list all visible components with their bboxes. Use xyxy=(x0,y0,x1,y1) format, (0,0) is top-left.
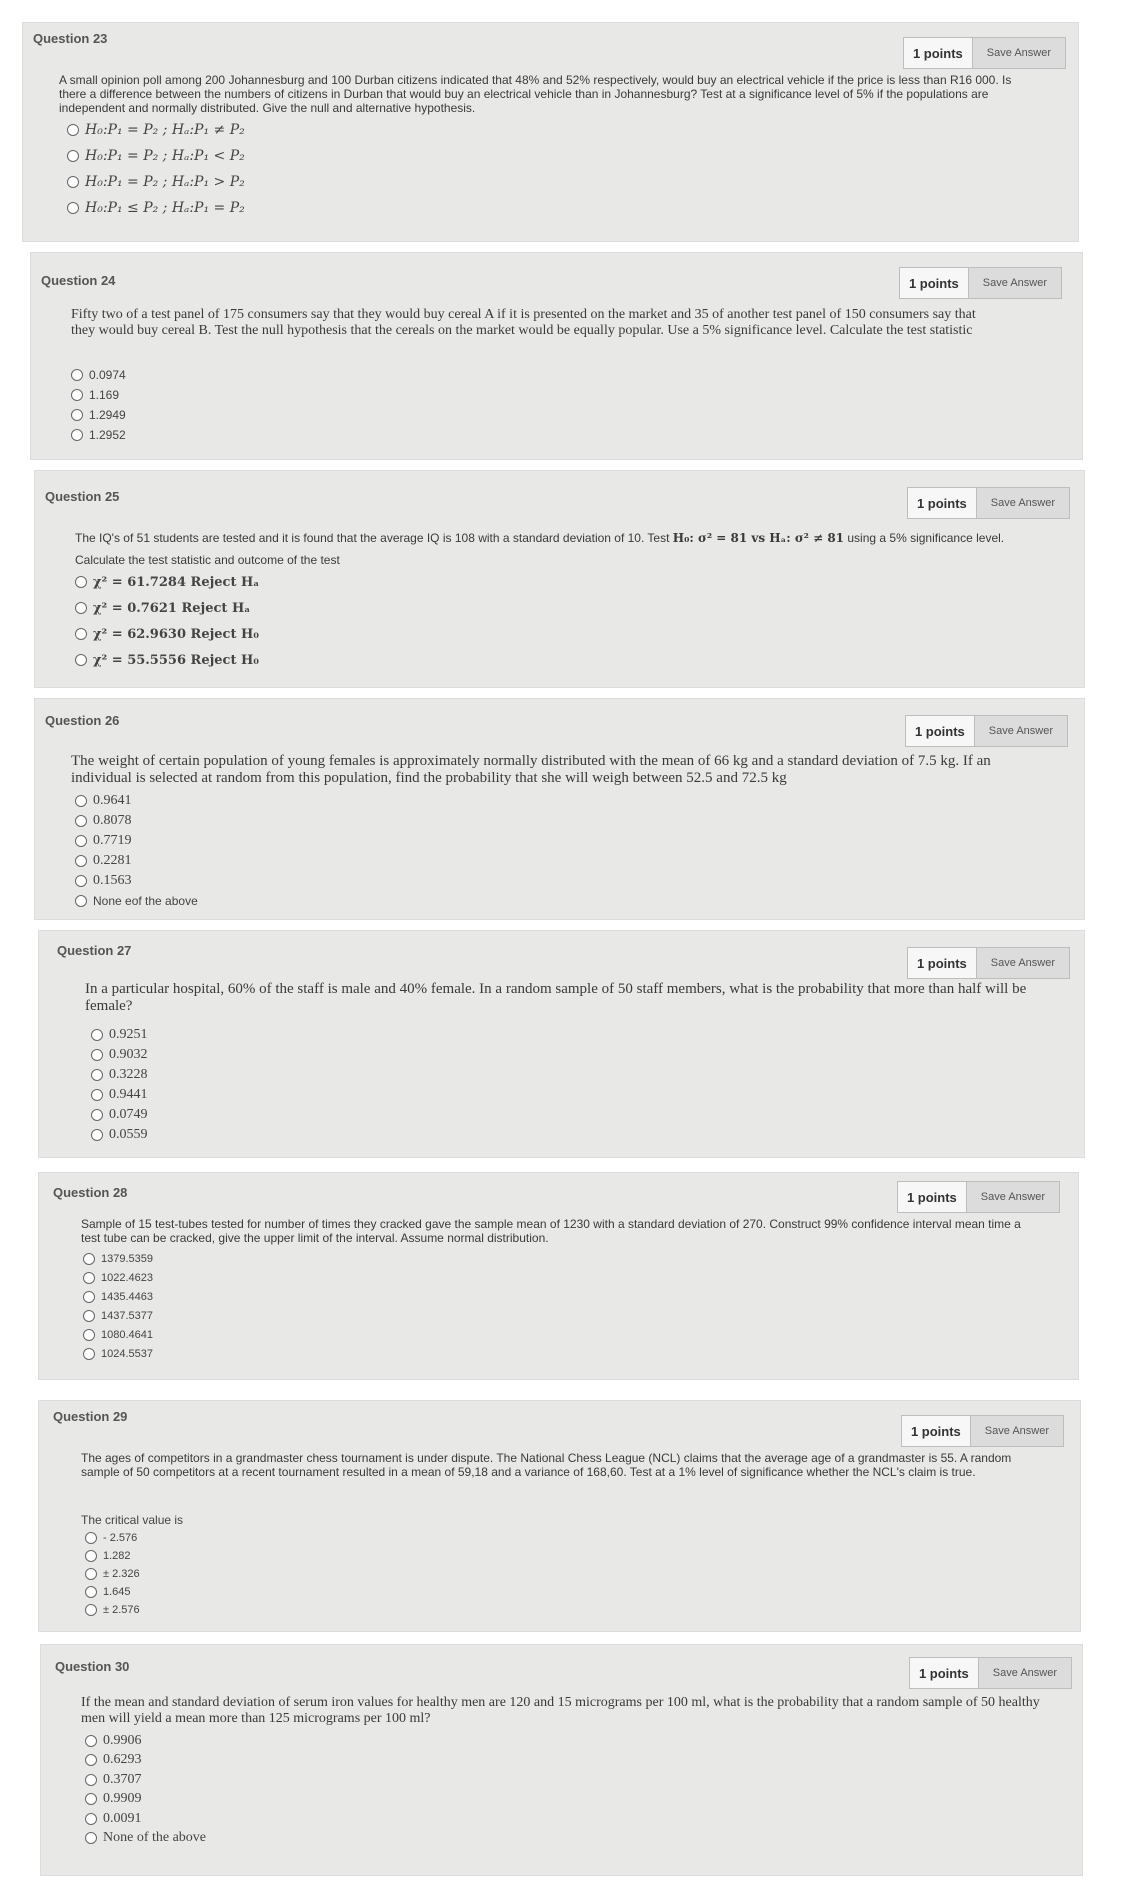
points-box xyxy=(903,37,1066,69)
question-text-part: The IQ's of 51 students are tested and it is found that the average IQ is 108 with a standard deviation of 10. Test xyxy=(75,531,673,545)
radio-button[interactable] xyxy=(85,1813,97,1825)
radio-button[interactable] xyxy=(75,875,87,887)
question-title: Question 28 xyxy=(53,1185,128,1200)
save-answer-button[interactable]: Save Answer xyxy=(976,488,1069,518)
option-label: None eof the above xyxy=(93,894,198,908)
radio-button[interactable] xyxy=(85,1550,97,1562)
radio-button[interactable] xyxy=(71,429,83,441)
radio-button[interactable] xyxy=(85,1735,97,1747)
points-label: 1 points xyxy=(900,268,968,298)
radio-button[interactable] xyxy=(75,815,87,827)
question-28-panel xyxy=(38,1172,1079,1380)
option[interactable] xyxy=(91,1025,148,1045)
option[interactable] xyxy=(91,1085,148,1105)
option-label: 0.9251 xyxy=(109,1027,148,1042)
options-list xyxy=(71,365,126,445)
points-box xyxy=(907,487,1070,519)
option[interactable] xyxy=(85,1829,206,1849)
question-title: Question 24 xyxy=(41,273,116,288)
radio-button[interactable] xyxy=(83,1253,95,1265)
option-label: 1.169 xyxy=(89,388,120,402)
option[interactable] xyxy=(67,117,245,143)
radio-button[interactable] xyxy=(91,1049,103,1061)
question-24-panel xyxy=(30,252,1083,460)
radio-button[interactable] xyxy=(91,1089,103,1101)
option-label: ± 2.576 xyxy=(103,1604,140,1616)
question-title: Question 26 xyxy=(45,713,120,728)
radio-button[interactable] xyxy=(85,1604,97,1616)
option-label: 1.2949 xyxy=(89,408,126,422)
radio-button[interactable] xyxy=(71,369,83,381)
option[interactable] xyxy=(83,1325,153,1344)
question-30-panel xyxy=(40,1644,1083,1876)
question-title: Question 29 xyxy=(53,1409,128,1424)
radio-button[interactable] xyxy=(85,1832,97,1844)
critical-value-label: The critical value is xyxy=(81,1513,184,1527)
radio-button[interactable] xyxy=(75,628,87,640)
option[interactable] xyxy=(83,1268,153,1287)
points-box xyxy=(905,715,1068,747)
question-text: In a particular hospital, 60% of the staff is male and 40% female. In a random sample of 50 staff members, what is the probability that more than half will be female? xyxy=(85,981,1027,1014)
option-label: 0.3707 xyxy=(103,1771,142,1787)
radio-button[interactable] xyxy=(91,1129,103,1141)
option-label: 1080.4641 xyxy=(101,1328,153,1341)
option-label: 0.8078 xyxy=(93,813,132,828)
points-label: 1 points xyxy=(910,1658,978,1688)
option-label: 1.2952 xyxy=(89,428,126,442)
radio-button[interactable] xyxy=(85,1754,97,1766)
radio-button[interactable] xyxy=(91,1029,103,1041)
option[interactable] xyxy=(85,1731,206,1751)
save-answer-button[interactable]: Save Answer xyxy=(968,268,1061,298)
option-label: 0.9906 xyxy=(103,1732,142,1748)
radio-button[interactable] xyxy=(83,1310,95,1322)
points-box xyxy=(897,1181,1060,1213)
radio-button[interactable] xyxy=(85,1532,97,1544)
question-title: Question 23 xyxy=(33,31,108,46)
option[interactable] xyxy=(75,851,198,871)
radio-button[interactable] xyxy=(67,176,79,188)
question-title: Question 25 xyxy=(45,489,120,504)
radio-button[interactable] xyxy=(71,409,83,421)
option[interactable] xyxy=(91,1045,148,1065)
points-box xyxy=(907,947,1070,979)
option[interactable] xyxy=(91,1065,148,1085)
option[interactable] xyxy=(83,1344,153,1363)
option-label: 0.9909 xyxy=(103,1791,142,1807)
question-text: Sample of 15 test-tubes tested for number of times they cracked gave the sample mean of 1230 with a standard deviation of 270. Construct 99% confidence interval mean time a test tube can be cracked, give the upper limit of the interval. Assume normal distribution. xyxy=(81,1217,1021,1245)
option-label: 1379.5359 xyxy=(101,1252,153,1265)
radio-button[interactable] xyxy=(75,795,87,807)
radio-button[interactable] xyxy=(75,576,87,588)
radio-button[interactable] xyxy=(75,855,87,867)
option-label: 0.2281 xyxy=(93,853,132,868)
option[interactable] xyxy=(85,1583,140,1601)
options-list xyxy=(75,569,259,673)
option[interactable] xyxy=(75,569,259,595)
option-label: 1.282 xyxy=(103,1550,131,1562)
option[interactable] xyxy=(85,1601,140,1619)
radio-button[interactable] xyxy=(85,1568,97,1580)
points-box xyxy=(899,267,1062,299)
option[interactable] xyxy=(71,385,126,405)
option-label: 1022.4623 xyxy=(101,1271,153,1284)
points-label: 1 points xyxy=(902,1416,970,1446)
option-label: 1435.4463 xyxy=(101,1290,153,1303)
option[interactable] xyxy=(67,195,245,221)
save-answer-button[interactable]: Save Answer xyxy=(974,716,1067,746)
question-text: If the mean and standard deviation of serum iron values for healthy men are 120 and 15 micrograms per 100 ml, what is the probability that a random sample of 50 healthy men will yield a mean more than 125 micrograms per 100 ml? xyxy=(81,1695,1040,1726)
option[interactable] xyxy=(75,891,198,911)
save-answer-button[interactable]: Save Answer xyxy=(972,38,1065,68)
options-list xyxy=(85,1731,206,1848)
option-label: 0.3228 xyxy=(109,1067,148,1082)
option-label: 0.0749 xyxy=(109,1107,148,1122)
option-label: None of the above xyxy=(103,1830,207,1846)
question-29-panel xyxy=(38,1400,1081,1632)
option[interactable] xyxy=(91,1105,148,1125)
option[interactable] xyxy=(85,1751,206,1771)
option-label: 1437.5377 xyxy=(101,1309,153,1322)
option[interactable] xyxy=(83,1287,153,1306)
options-list xyxy=(83,1249,153,1363)
option[interactable] xyxy=(75,811,198,831)
option[interactable] xyxy=(75,621,259,647)
points-label: 1 points xyxy=(908,488,976,518)
option-label: 0.9441 xyxy=(109,1087,148,1102)
option-label: - 2.576 xyxy=(103,1532,138,1544)
hypothesis: H₀: σ² = 81 vs Hₐ: σ² ≠ 81 xyxy=(672,531,845,545)
points-label: 1 points xyxy=(904,38,972,68)
option-label: ± 2.326 xyxy=(103,1568,140,1580)
options-list xyxy=(75,791,198,911)
option[interactable] xyxy=(67,143,245,169)
option[interactable] xyxy=(83,1249,153,1268)
radio-button[interactable] xyxy=(71,389,83,401)
radio-button[interactable] xyxy=(85,1586,97,1598)
radio-button[interactable] xyxy=(67,124,79,136)
radio-button[interactable] xyxy=(85,1774,97,1786)
radio-button[interactable] xyxy=(67,202,79,214)
option-label: 0.7719 xyxy=(93,833,132,848)
option-label: χ² = 0.7621 Reject Hₐ xyxy=(93,600,251,616)
option-label: H₀:P₁ = P₂ ; Hₐ:P₁ > P₂ xyxy=(85,174,245,190)
question-text: Fifty two of a test panel of 175 consumers say that they would buy cereal A if it is presented on the market and 35 of another test panel of 150 consumers say that they would buy cereal B. Test the null hypothesis that the cereals on the market would be equally popular. Use a 5% significance level. Calculate the test statistic xyxy=(71,307,976,338)
question-text: The weight of certain population of young females is approximately normally distributed with the mean of 66 kg and a standard deviation of 7.5 kg. If an individual is selected at random from this population, find the probability that she will weigh between 52.5 and 72.5 kg xyxy=(71,753,991,786)
points-label: 1 points xyxy=(898,1182,966,1212)
question-title: Question 30 xyxy=(55,1659,130,1674)
option[interactable] xyxy=(85,1770,206,1790)
option-label: H₀:P₁ = P₂ ; Hₐ:P₁ ≠ P₂ xyxy=(85,122,245,138)
question-text xyxy=(75,527,1035,571)
option-label: H₀:P₁ ≤ P₂ ; Hₐ:P₁ = P₂ xyxy=(85,200,245,216)
option[interactable] xyxy=(75,831,198,851)
question-23-panel xyxy=(22,22,1079,242)
option-label: 1.645 xyxy=(103,1586,131,1598)
radio-button[interactable] xyxy=(75,895,87,907)
points-box xyxy=(901,1415,1064,1447)
option[interactable] xyxy=(71,425,126,445)
save-answer-button[interactable]: Save Answer xyxy=(978,1658,1071,1688)
option-label: 0.1563 xyxy=(93,873,132,888)
question-25-panel xyxy=(34,470,1085,688)
question-text: A small opinion poll among 200 Johannesburg and 100 Durban citizens indicated that 48% and 52% respectively, would buy an electrical vehicle if the price is less than R16 000. Is there a difference between the numbers of citizens in Durban that would buy an electrical vehicle than in Johannesburg? Test at a significance level of 5% if the populations are independent and normally distributed. Give the null and alternative hypothesis. xyxy=(59,73,1012,115)
option[interactable] xyxy=(75,871,198,891)
save-answer-button[interactable]: Save Answer xyxy=(966,1182,1059,1212)
options-list xyxy=(91,1025,148,1145)
question-text-part: using a 5% significance level. Calculate the test statistic and outcome of the test xyxy=(75,531,1005,567)
option[interactable] xyxy=(75,647,259,673)
option[interactable] xyxy=(75,595,259,621)
radio-button[interactable] xyxy=(83,1348,95,1360)
option[interactable] xyxy=(71,405,126,425)
points-box xyxy=(909,1657,1072,1689)
save-answer-button[interactable]: Save Answer xyxy=(976,948,1069,978)
option[interactable] xyxy=(83,1306,153,1325)
option-label: 0.9641 xyxy=(93,793,132,808)
option[interactable] xyxy=(85,1809,206,1829)
option-label: 0.0559 xyxy=(109,1127,148,1142)
radio-button[interactable] xyxy=(91,1109,103,1121)
save-answer-button[interactable]: Save Answer xyxy=(970,1416,1063,1446)
option[interactable] xyxy=(85,1529,140,1547)
option-label: 0.0091 xyxy=(103,1810,142,1826)
radio-button[interactable] xyxy=(91,1069,103,1081)
radio-button[interactable] xyxy=(67,150,79,162)
option-label: 0.0974 xyxy=(89,368,126,382)
option[interactable] xyxy=(75,791,198,811)
points-label: 1 points xyxy=(908,948,976,978)
option[interactable] xyxy=(67,169,245,195)
option[interactable] xyxy=(85,1790,206,1810)
question-27-panel xyxy=(38,930,1085,1158)
radio-button[interactable] xyxy=(75,602,87,614)
option-label: H₀:P₁ = P₂ ; Hₐ:P₁ < P₂ xyxy=(85,148,245,164)
option-label: 0.6293 xyxy=(103,1752,142,1768)
question-title: Question 27 xyxy=(57,943,132,958)
option[interactable] xyxy=(91,1125,148,1145)
question-26-panel xyxy=(34,698,1085,920)
question-text: The ages of competitors in a grandmaster chess tournament is under dispute. The National Chess League (NCL) claims that the average age of a grandmaster is 55. A random sample of 50 competitors at a recent tournament resulted in a mean of 59,18 and a variance of 168,60. Test at a 1% level of significance whether the NCL's claim is true. xyxy=(81,1451,1012,1479)
options-list xyxy=(85,1529,140,1619)
radio-button[interactable] xyxy=(75,835,87,847)
option-label: χ² = 61.7284 Reject Hₐ xyxy=(93,574,260,590)
option[interactable] xyxy=(85,1565,140,1583)
option-label: χ² = 55.5556 Reject H₀ xyxy=(93,652,259,668)
option[interactable] xyxy=(71,365,126,385)
option-label: 0.9032 xyxy=(109,1047,148,1062)
option-label: χ² = 62.9630 Reject H₀ xyxy=(93,626,259,642)
options-list xyxy=(67,117,245,221)
points-label: 1 points xyxy=(906,716,974,746)
radio-button[interactable] xyxy=(83,1291,95,1303)
radio-button[interactable] xyxy=(75,654,87,666)
option-label: 1024.5537 xyxy=(101,1347,153,1360)
radio-button[interactable] xyxy=(85,1793,97,1805)
radio-button[interactable] xyxy=(83,1272,95,1284)
option[interactable] xyxy=(85,1547,140,1565)
radio-button[interactable] xyxy=(83,1329,95,1341)
